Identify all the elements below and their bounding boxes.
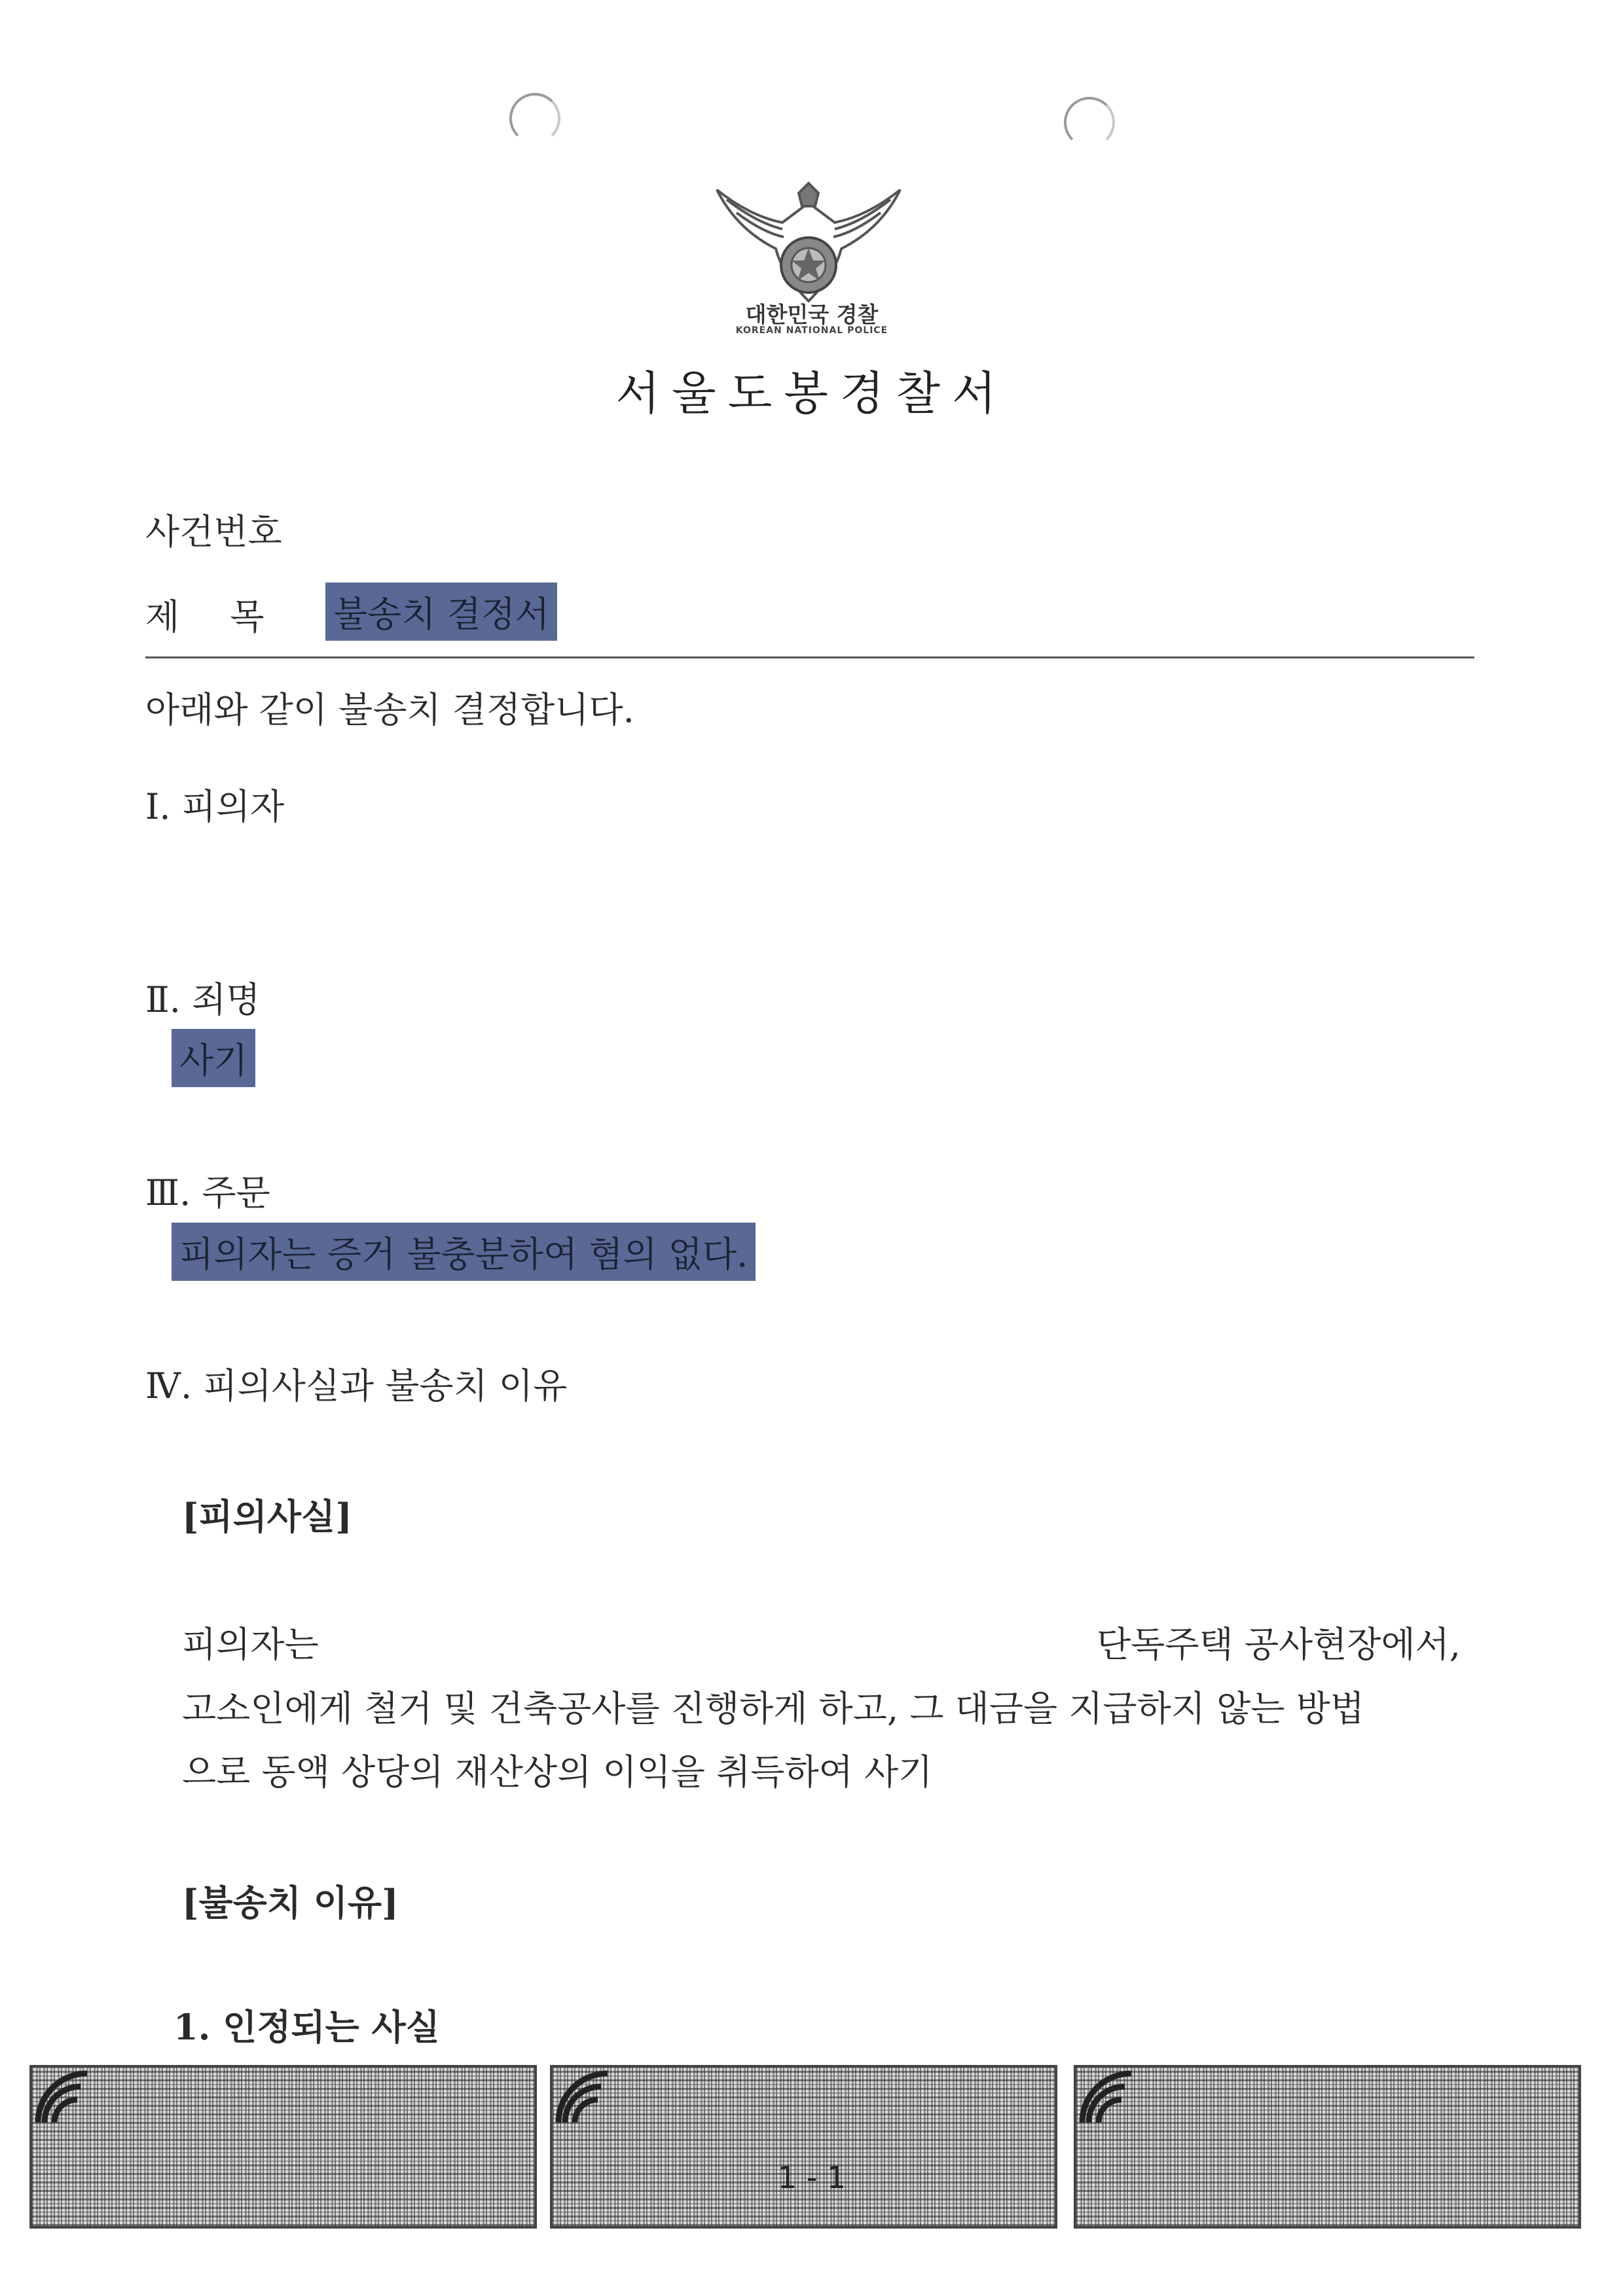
signal-arc-icon — [555, 2070, 614, 2129]
facts-line-3: 으로 동액 상당의 재산상의 이익을 취득하여 사기 — [182, 1751, 933, 1793]
punch-hole-left — [509, 93, 560, 144]
reason-item-1: 1. 인정되는 사실 — [173, 2006, 440, 2048]
subject-value: 불송치 결정서 — [325, 583, 557, 641]
intro-text: 아래와 같이 불송치 결정합니다. — [145, 689, 634, 730]
reason-heading: [불송치 이유] — [182, 1882, 399, 1924]
document-barcode-2 — [550, 2065, 1057, 2229]
facts-line-1-left: 피의자는 — [182, 1624, 319, 1665]
facts-line-1-right: 단독주택 공사현장에서, — [1097, 1624, 1461, 1665]
page-number: 1 - 1 — [777, 2160, 847, 2195]
signal-arc-icon — [35, 2070, 94, 2129]
case-number-label: 사건번호 — [145, 511, 282, 552]
charge-value: 사기 — [172, 1029, 255, 1087]
document-barcode-3 — [1074, 2065, 1581, 2229]
header-divider — [145, 656, 1474, 658]
facts-heading: [피의사실] — [182, 1496, 352, 1537]
emblem-english-text: KOREAN NATIONAL POLICE — [735, 325, 888, 336]
facts-line-2: 고소인에게 철거 및 건축공사를 진행하게 하고, 그 대금을 지급하지 않는 방법 — [182, 1688, 1364, 1729]
disposition-value: 피의자는 증거 불충분하여 혐의 없다. — [172, 1223, 756, 1281]
police-station-title: 서울도봉경찰서 — [615, 367, 1008, 420]
section-disposition-heading: Ⅲ. 주문 — [145, 1172, 270, 1213]
section-charge-heading: Ⅱ. 죄명 — [145, 979, 261, 1020]
emblem-korean-text: 대한민국 경찰 — [745, 302, 879, 327]
punch-hole-right — [1064, 97, 1115, 148]
section-suspect-heading: Ⅰ. 피의자 — [145, 786, 285, 827]
document-barcode-1 — [29, 2065, 537, 2229]
section-facts-reason-heading: Ⅳ. 피의사실과 불송치 이유 — [145, 1365, 568, 1407]
signal-arc-icon — [1079, 2070, 1138, 2129]
subject-label: 제 목 — [145, 596, 264, 637]
